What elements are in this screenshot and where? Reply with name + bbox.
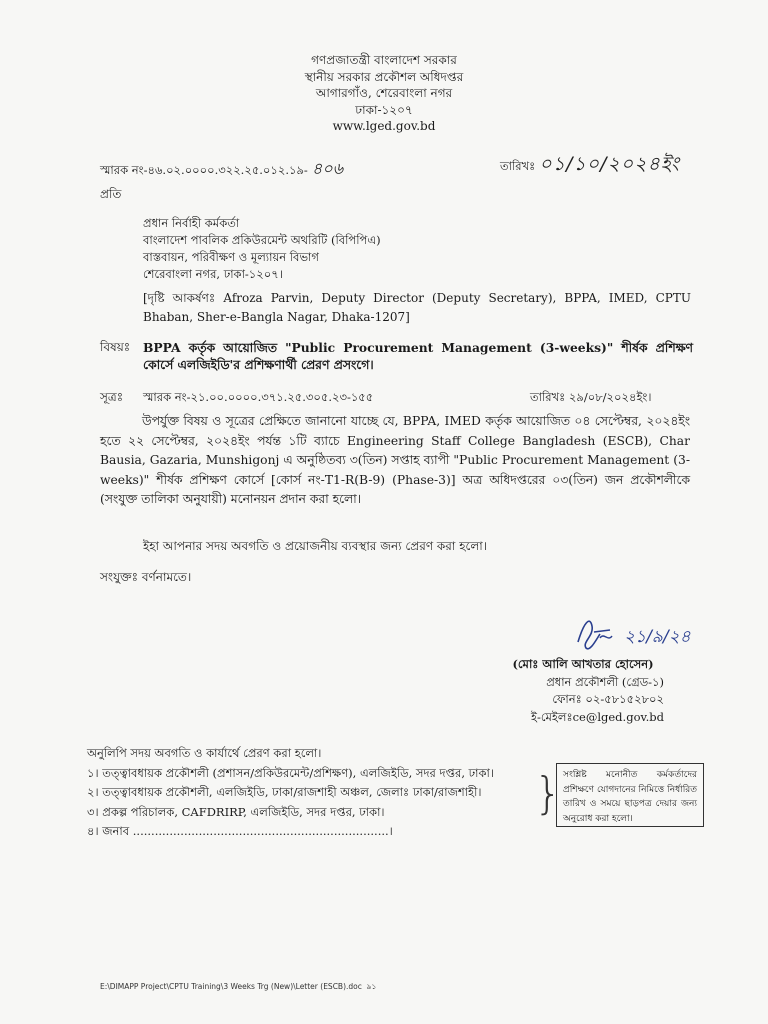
file-path: E:\DIMAPP Project\CPTU Training\3 Weeks Trg (New)\Letter (ESCB).doc [100, 982, 362, 991]
subject-label: বিষয়ঃ [100, 340, 131, 354]
closing-line: ইহা আপনার সদয় অবগতি ও প্রয়োজনীয় ব্যবস্থার জন্য প্রেরণ করা হলো। [143, 539, 488, 553]
department-name: স্থানীয় সরকার প্রকৌশল অধিদপ্তর [304, 69, 464, 84]
page-number: ৯১ [366, 982, 377, 991]
address-line: আগারগাঁও, শেরেবাংলা নগর [315, 86, 453, 100]
copy-item: ২। তত্ত্বাবধায়ক প্রকৌশলী, এলজিইডি, ঢাকা/রাজশাহী অঞ্চল, জেলাঃ ঢাকা/রাজশাহী। [87, 785, 482, 799]
reference-number: স্মারক নং-২১.০০.০০০০.৩৭১.২৫.৩০৫.২৩-১৫৫ [143, 390, 374, 404]
copy-item: ৪। জনাব ......................................................................। [87, 824, 393, 838]
memo-ref-handwritten: ৪০৬ [311, 159, 344, 178]
memo-date-label: তারিখঃ [500, 159, 536, 173]
letterhead [0, 52, 768, 135]
recipient-line: শেরেবাংলা নগর, ঢাকা-১২০৭। [143, 267, 283, 281]
body-paragraph: উপর্যুক্ত বিষয় ও সূত্রের প্রেক্ষিতে জানানো যাচ্ছে যে, BPPA, IMED কর্তৃক আয়োজিত ০৪ সেপ্টেম্বর, ২০২৪ইং হতে ২২ সেপ্টেম্বর, ২০২৪ইং পর্যন্ত ১টি ব্যাচে Engineering Staff College Bangladesh (ESCB), Char Bausia, Gazaria, Munshigonj এ অনুষ্ঠিতব্য ৩(তিন) সপ্তাহ ব্যাপী "Public Procurement Management (3-weeks)" শীর্ষক প্রশিক্ষণ কোর্সে [কোর্স নং-T1-R(B-9) (Phase-3)] অত্র অধিদপ্তরের ০৩(তিন) জন প্রকৌশলীকে (সংযুক্ত তালিকা অনুযায়ী) মনোনয়ন প্রদান করা হলো। [100, 414, 690, 506]
recipient-salutation: প্রতি [100, 187, 122, 201]
signatory-designation: প্রধান প্রকৌশলী (গ্রেড-১) [546, 674, 664, 689]
copy-heading: অনুলিপি সদয় অবগতি ও কার্যার্থে প্রেরণ করা হলো। [87, 746, 322, 760]
subject-text: BPPA কর্তৃক আয়োজিত "Public Procurement Management (3-weeks)" শীর্ষক প্রশিক্ষণ কোর্সে এলজিইডি'র প্রশিক্ষণার্থী প্রেরণ প্রসংগে। [143, 340, 693, 372]
signature-date: ২১/৯/২৪ [624, 627, 691, 647]
recipient-line: বাংলাদেশ পাবলিক প্রকিউরমেন্ট অথরিটি (বিপিপিএ) [143, 233, 381, 247]
recipient-line: বাস্তবায়ন, পরিবীক্ষণ ও মূল্যায়ন বিভাগ [143, 250, 319, 264]
signatory-block [486, 656, 664, 726]
enclosure-note: সংযুক্তঃ বর্ণনামতে। [100, 570, 192, 584]
government-name: গণপ্রজাতন্ত্রী বাংলাদেশ সরকার [311, 53, 457, 67]
reference-date: তারিখঃ ২৯/০৮/২০২৪ইং। [530, 390, 652, 404]
memo-date-handwritten: ০১/১০/২০২৪ইং [539, 153, 680, 175]
signatory-email-link[interactable]: ce@lged.gov.bd [572, 709, 664, 724]
grouping-brace: } [534, 768, 562, 819]
copy-list [87, 744, 494, 842]
copy-item: ১। তত্ত্বাবধায়ক প্রকৌশলী (প্রশাসন/প্রকিউরমেন্ট/প্রশিক্ষণ), এলজিইডি, সদর দপ্তর, ঢাকা। [87, 765, 494, 780]
signatory-email-label: ই-মেইলঃ [530, 709, 573, 724]
memo-reference [100, 156, 343, 183]
memo-ref-label: স্মারক নং-৪৬.০২.০০০০.৩২২.২৫.০১২.১৯- [100, 163, 308, 177]
signatory-name: (মোঃ আলি আখতার হোসেন) [512, 657, 654, 671]
signatory-phone: ফোনঃ ০২-৫৮১৫২৮০২ [552, 692, 664, 706]
reference-label: সূত্রঃ [100, 390, 124, 404]
recipient-line: প্রধান নির্বাহী কর্মকর্তা [143, 216, 240, 230]
file-path-footer [100, 982, 376, 994]
handwritten-signature [570, 612, 700, 656]
city-line: ঢাকা-১২০৭ [355, 102, 413, 117]
attention-note: [দৃষ্টি আকর্ষণঃ Afroza Parvin, Deputy Director (Deputy Secretary), BPPA, IMED, CPTU Bhaban, Sher-e-Bangla Nagar, Dhaka-1207] [143, 291, 691, 324]
instruction-box: সংশ্লিষ্ট মনোনীত কর্মকর্তাদের প্রশিক্ষণে যোগদানের নিমিত্তে নির্ধারিত তারিখ ও সময়ে ছাড়পত্র দেয়ার জন্য অনুরোধ করা হলো। [556, 763, 704, 827]
website-link[interactable]: www.lged.gov.bd [332, 119, 436, 133]
copy-item: ৩। প্রকল্প পরিচালক, CAFDRIRP, এলজিইডি, সদর দপ্তর, ঢাকা। [87, 804, 385, 819]
recipient-address [143, 215, 381, 283]
memo-date [500, 150, 680, 182]
